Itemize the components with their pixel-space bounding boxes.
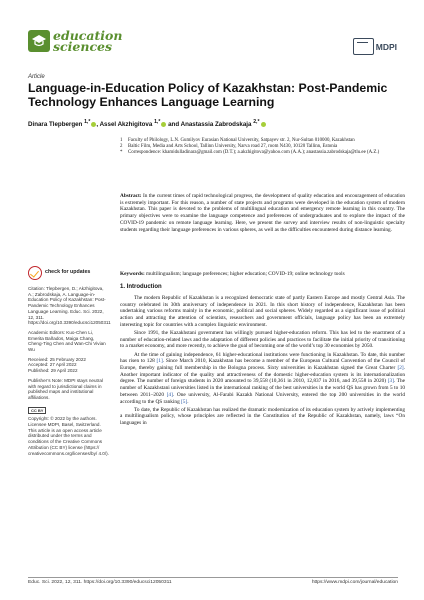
- paragraph: The modern Republic of Kazakhstan is a recognized democratic state of partly Eastern Europe and mostly Central Asia. The country celebrated its 30th anniversary of independence in 2021. In this short history of independence, Kazakhstan has been undertaking various reforms mainly in the economic, political and social spheres. Widely regarded as a significant issue of political action and attracting the attention of scientists, researchers and government officials, language policy has been an extremely interesting topic for countries with a complex linguistic environment.: [120, 295, 405, 328]
- citation-link[interactable]: [4]: [166, 391, 173, 398]
- footer-citation: Educ. Sci. 2022, 12, 311. https://doi.org/10.3390/educsci12050311: [28, 580, 172, 585]
- author-name: Assel Akzhigitova: [99, 121, 153, 129]
- orcid-icon[interactable]: [91, 122, 96, 127]
- correspondence: * Correspondence: khamidulladinara@gmail.com (D.T.); a.akzhigitova@yahoo.com (A.A.); anastassia.zabrodskaja@tlu.ee (A.Z.): [120, 150, 380, 155]
- accepted-date: Accepted: 27 April 2022: [28, 362, 77, 368]
- article-type: Article: [28, 74, 45, 80]
- received-date: Received: 25 February 2022: [28, 356, 86, 362]
- author-affil-mark: 2,*: [253, 119, 260, 125]
- publisher-note: Publisher’s Note: MDPI stays neutral with regard to jurisdictional claims in published maps and institutional affiliations.: [28, 377, 103, 400]
- author-affil-mark: 1,*: [154, 119, 161, 125]
- citation-link[interactable]: [1]: [156, 358, 163, 365]
- affiliation-item: 1 Faculty of Philology, L.N. Gumilyov Eurasian National University, Satpayev str. 2, Nur-Sultan 010000, Kazakhstan: [120, 138, 355, 143]
- citation-link[interactable]: [2]: [397, 365, 404, 372]
- orcid-icon[interactable]: [161, 122, 166, 127]
- paragraph: At the time of gaining independence, 61 higher-educational institutions were functioning in Kazakhstan. To date, this number has risen to 128 [1]. Since March 2010, Kazakhstan has become a member of the European Cultural Convention of the Council of Europe, thereby gaining full membership in the Bologna process. Sixty universities in Kazakhstan signed the Great Charter [2]. Another important indicator of the quality and attractiveness of the domestic higher-education system is its internationalization degree. The number of foreign students in 2020 amounted to 39,558 (10,361 in 2010, 12,837 in 2016, and 39,558 in 2020) [3]. The number of Kazakhstani universities listed in the international ranking of the best universities in the world QS has grown from 5 to 10 between 2011–2020 [4]. One university, Al-Farabi Kazakh National University, entered the top 200 universities in the world according to the QS ranking [5].: [120, 351, 406, 405]
- orcid-icon[interactable]: [261, 122, 266, 127]
- citation-link[interactable]: [3]: [387, 378, 394, 385]
- article-sidebar: [28, 266, 110, 456]
- copyright-notice: Copyright: © 2022 by the authors. Licensee MDPI, Basel, Switzerland. This article is an open access article distributed under the terms and conditions of the Creative Commons Attribution (CC BY) license (https:// creativecommons.org/licenses/by/ 4.0/).: [28, 416, 109, 456]
- journal-url[interactable]: https://www.mdpi.com/journal/education: [311, 580, 398, 585]
- cc-license-badge[interactable]: CC BY: [28, 407, 46, 415]
- footer-divider: [28, 577, 398, 578]
- introduction-body: [120, 295, 405, 428]
- published-date: Published: 29 April 2022: [28, 368, 78, 374]
- check-for-updates-button[interactable]: check for updates: [28, 266, 110, 280]
- paragraph: Since 1991, the Kazakhstani government has willingly pursued higher-education reform. This has led to the enactment of a number of education-related laws and the adaptation of different policies and practices to facilitate the initial priority of transitioning to a market economy, and more recently, to achieve the goal of becoming one of the world’s top 30 economies by 2050.: [120, 330, 405, 350]
- author-name: and Anastassia Zabrodskaja: [168, 121, 252, 129]
- paper-title: Language-in-Education Policy of Kazakhstan: Post-Pandemic Technology Enhances Language Learning: [28, 81, 388, 109]
- author-affil-mark: 1,*: [84, 119, 91, 125]
- section-heading: 1. Introduction: [120, 284, 162, 290]
- author-list: Dinara Tlepbergen $^{1,*}$ , Assel Akzhigitova $^{1,*}$ and Anastassia Zabrodskaja $^{2,*}$: [28, 119, 388, 128]
- affiliations: [120, 138, 400, 156]
- academic-editors: Academic Editors: Kuo-Chen Li, Emerita Bañados, Maiga Chang, Cheng-Ting Chen and Wan-Chi Vivian Wu: [28, 329, 106, 353]
- mdpi-mark-icon: [353, 38, 374, 55]
- affiliation-item: 2 Baltic Film, Media and Arts School, Tallinn University, Narva road 27, room N430, 10120 Tallinn, Estonia: [120, 144, 338, 149]
- journal-logo: [28, 30, 122, 52]
- journal-name: education sciences: [53, 28, 123, 54]
- author-name: Dinara Tlepbergen: [28, 121, 83, 129]
- abstract: Abstract: In the current times of rapid technological progress, the development of quality education and encouragement of education is extremely important. For this reason, a number of state projects and programs were developed in the education system of modern Kazakhstan. This paper is devoted to the problems of multilingual education and emergency remote learning in this country. The primary objectives were to examine the language competence and preferences of undergraduates and to explore the impact of the COVID-19 pandemic on remote language learning. Here, we present the survey and interview results of non-linguistic specialty students regarding their language preferences in various spheres, as well as the difficulties encountered during distance learning.: [120, 193, 405, 233]
- keywords: Keywords: multilingualism; language preferences; higher education; COVID-19; online technology tools: [120, 271, 345, 277]
- publisher-logo: [353, 38, 397, 55]
- paragraph: To date, the Republic of Kazakhstan has realized the dramatic modernization of its education system by actively implementing a multilingualism policy, whose principles are reflected in the Constitution of the Republic of Kazakhstan, namely, laws “On languages in: [120, 406, 405, 427]
- citation: Citation: Tlepbergen, D.; Akzhigitova, A.; Zabrodskaja, A. Language-in-Education Policy of Kazakhstan: Post-Pandemic Technology Enhances Language Learning. Educ. Sci. 2022, 12, 311. https://doi.org/10.3390/educsci12050311: [28, 286, 111, 326]
- check-updates-icon: [28, 266, 42, 280]
- page-footer: [28, 580, 398, 585]
- publisher-name: MDPI: [375, 41, 397, 52]
- graduation-cap-icon: [28, 30, 50, 52]
- citation-link[interactable]: [5]: [181, 398, 188, 405]
